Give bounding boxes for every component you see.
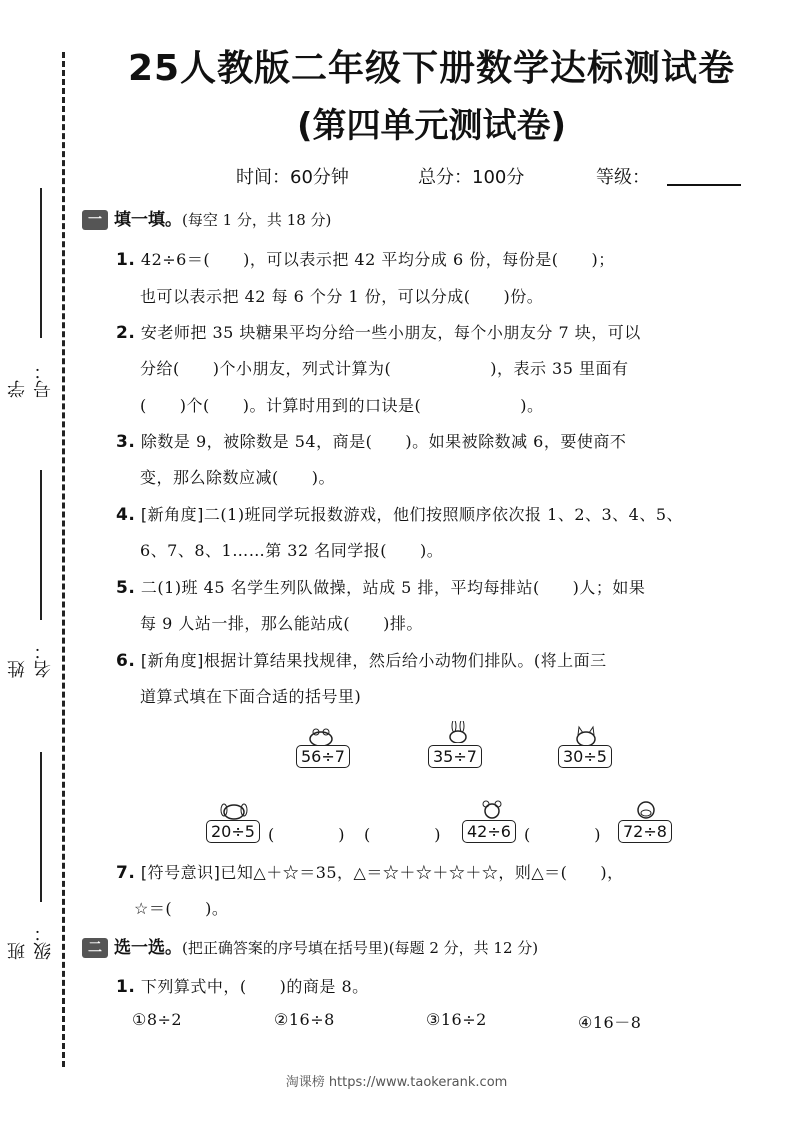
class-underline bbox=[40, 752, 42, 902]
q2-line-3: ( )个( )。计算时用到的口诀是( )。 bbox=[140, 396, 544, 415]
score-info: 总分：100分 bbox=[418, 167, 525, 188]
q1-line-1 bbox=[116, 247, 615, 270]
expr-box-bottom-1: 20÷5 bbox=[206, 820, 260, 843]
expr-box-top-3: 30÷5 bbox=[558, 745, 612, 768]
c1-line-1 bbox=[116, 974, 369, 997]
q5-text-1: 二(1)班 45 名学生列队做操，站成 5 排，平均每排站( )人；如果 bbox=[140, 578, 646, 597]
q4-number: 4. bbox=[116, 505, 136, 525]
section-badge: 一 bbox=[82, 210, 108, 230]
c1-option-4[interactable]: ④16－8 bbox=[578, 1013, 642, 1032]
q3-line-2: 变，那么除数应减( )。 bbox=[140, 468, 335, 487]
cat-icon bbox=[572, 725, 600, 747]
q4-line-1 bbox=[116, 502, 683, 525]
page-subtitle: (第四单元测试卷) bbox=[296, 106, 567, 146]
q7-tag: [符号意识] bbox=[140, 863, 221, 882]
q3-line-1 bbox=[116, 429, 626, 452]
footer-watermark: 淘课榜 https://www.taokerank.com bbox=[285, 1075, 508, 1090]
q7-number: 7. bbox=[116, 863, 136, 883]
q6-line-2: 道算式填在下面合适的括号里) bbox=[140, 687, 362, 706]
q7-line-2: ☆＝( )。 bbox=[134, 899, 229, 918]
section-note: (每空 1 分，共 18 分) bbox=[182, 211, 332, 229]
expr-box-bottom-2: 42÷6 bbox=[462, 820, 516, 843]
section-note: (把正确答案的序号填在括号里)(每题 2 分，共 12 分) bbox=[182, 939, 539, 957]
section-title: 选一选。 bbox=[114, 938, 182, 958]
answer-paren-1[interactable]: ( ) bbox=[268, 825, 345, 844]
expr-box-top-1: 56÷7 bbox=[296, 745, 350, 768]
answer-paren-2[interactable]: ( ) bbox=[364, 825, 441, 844]
page-title: 25人教版二年级下册数学达标测试卷 bbox=[127, 48, 736, 89]
monkey-icon bbox=[632, 798, 660, 820]
name-label: 姓名： bbox=[7, 642, 54, 678]
q4-text-1: 二(1)班同学玩报数游戏，他们按照顺序依次报 1、2、3、4、5、 bbox=[203, 505, 684, 524]
c1-option-1[interactable]: ①8÷2 bbox=[132, 1010, 183, 1029]
grade-info: 等级： bbox=[596, 167, 650, 188]
section-badge: 二 bbox=[82, 938, 108, 958]
section-2-header bbox=[82, 933, 538, 958]
q7-text-1: 已知△＋☆＝35，△＝☆＋☆＋☆＋☆，则△＝( )， bbox=[220, 863, 624, 882]
c1-option-3[interactable]: ③16÷2 bbox=[426, 1010, 487, 1029]
q2-line-2: 分给( )个小朋友，列式计算为( )，表示 35 里面有 bbox=[140, 359, 629, 378]
q1-number: 1. bbox=[116, 250, 136, 270]
frog-icon bbox=[307, 725, 335, 747]
section-1-header bbox=[82, 205, 331, 230]
cut-line bbox=[62, 52, 65, 1067]
id-label: 学号： bbox=[7, 362, 54, 398]
expr-box-top-2: 35÷7 bbox=[428, 745, 482, 768]
q4-line-2: 6、7、8、1……第 32 名同学报( )。 bbox=[140, 541, 444, 560]
q2-text-1: 安老师把 35 块糖果平均分给一些小朋友，每个小朋友分 7 块，可以 bbox=[140, 323, 641, 342]
q3-number: 3. bbox=[116, 432, 136, 452]
q5-line-1 bbox=[116, 575, 645, 598]
q5-line-2: 每 9 人站一排，那么能站成( )排。 bbox=[140, 614, 423, 633]
id-underline bbox=[40, 188, 42, 338]
bear-icon bbox=[478, 798, 506, 820]
q2-number: 2. bbox=[116, 323, 136, 343]
q5-number: 5. bbox=[116, 578, 136, 598]
grade-blank[interactable] bbox=[667, 184, 741, 186]
class-label: 班级： bbox=[7, 924, 54, 960]
q6-line-1 bbox=[116, 648, 607, 671]
answer-paren-3[interactable]: ( ) bbox=[524, 825, 601, 844]
q7-line-1 bbox=[116, 860, 624, 883]
time-info: 时间：60分钟 bbox=[236, 167, 349, 188]
dog-icon bbox=[220, 798, 248, 820]
expr-box-bottom-3: 72÷8 bbox=[618, 820, 672, 843]
c1-option-2[interactable]: ②16÷8 bbox=[274, 1010, 335, 1029]
q1-text-1: 42÷6＝( )，可以表示把 42 平均分成 6 份，每份是( )； bbox=[140, 250, 615, 269]
q1-line-2: 也可以表示把 42 每 6 个分 1 份，可以分成( )份。 bbox=[140, 287, 544, 306]
q2-line-1 bbox=[116, 320, 641, 343]
c1-number: 1. bbox=[116, 977, 136, 997]
name-underline bbox=[40, 470, 42, 620]
q6-text-1: 根据计算结果找规律，然后给小动物们排队。(将上面三 bbox=[203, 651, 607, 670]
rabbit-icon bbox=[444, 721, 472, 743]
q6-number: 6. bbox=[116, 651, 136, 671]
q6-tag: [新角度] bbox=[140, 651, 204, 670]
q4-tag: [新角度] bbox=[140, 505, 204, 524]
section-title: 填一填。 bbox=[114, 210, 182, 230]
c1-text-1: 下列算式中，( )的商是 8。 bbox=[140, 977, 369, 996]
q3-text-1: 除数是 9，被除数是 54，商是( )。如果被除数减 6，要使商不 bbox=[140, 432, 627, 451]
